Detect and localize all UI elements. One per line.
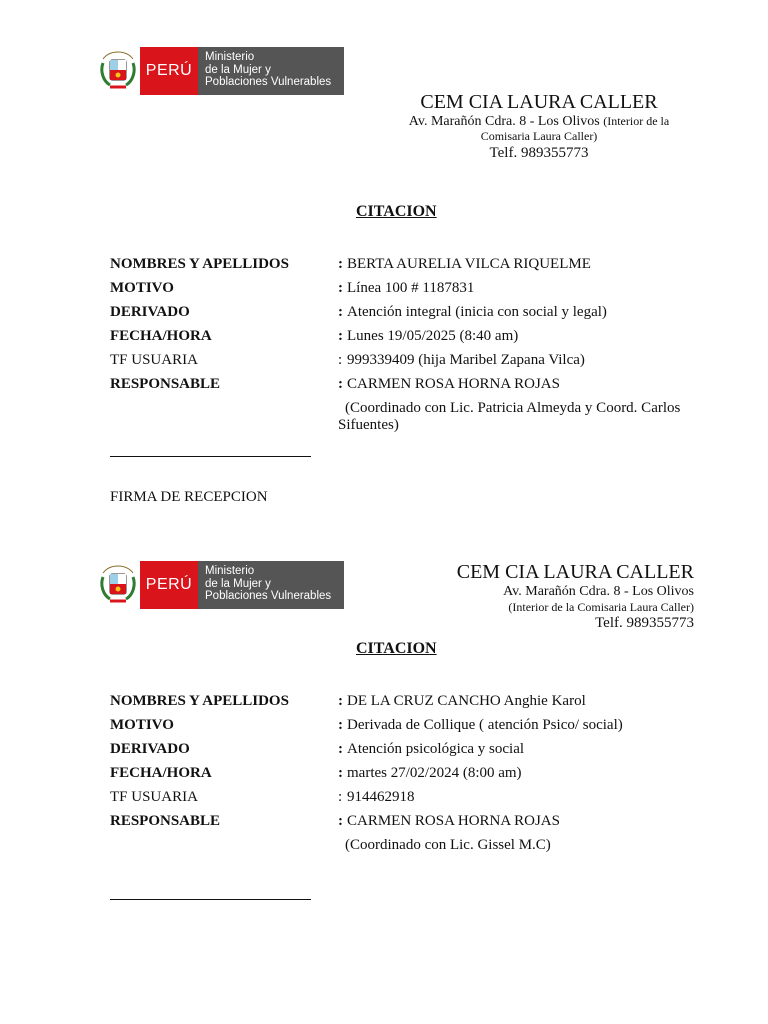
field-label: FECHA/HORA <box>110 328 212 344</box>
center-address-note: (Interior de la Comisaria Laura Caller) <box>508 600 694 614</box>
ministry-name: Ministerio de la Mujer y Poblaciones Vulnerables <box>198 47 344 95</box>
field-label: RESPONSABLE <box>110 813 221 829</box>
peru-label: PERÚ <box>140 47 198 95</box>
field-value: Atención integral (inicia con social y legal) <box>347 304 607 320</box>
citation-heading: CITACION <box>356 640 437 657</box>
field-row: FECHA/HORA : Lunes 19/05/2025 (8:40 am) <box>110 328 519 344</box>
field-row: DERIVADO : Atención psicológica y social <box>110 741 525 757</box>
ministry-logo <box>100 561 346 609</box>
center-address: Av. Marañón Cdra. 8 - Los Olivos <box>503 584 694 599</box>
center-phone: Telf. 989355773 <box>489 145 589 161</box>
field-value: CARMEN ROSA HORNA ROJAS <box>347 813 560 829</box>
field-row: NOMBRES Y APELLIDOS : BERTA AURELIA VILCA RIQUELME <box>110 256 591 272</box>
field-row: DERIVADO : Atención integral (inicia con social y legal) <box>110 304 607 320</box>
field-label: FECHA/HORA <box>110 765 212 781</box>
field-row: RESPONSABLE : CARMEN ROSA HORNA ROJAS <box>110 376 560 392</box>
field-label: MOTIVO <box>110 280 174 296</box>
field-label: RESPONSABLE <box>110 376 221 392</box>
national-seal-icon <box>100 51 136 91</box>
citation-heading: CITACION <box>356 203 437 220</box>
signature-label: FIRMA DE RECEPCION <box>110 489 268 505</box>
field-value: Atención psicológica y social <box>347 741 525 757</box>
ministry-name: Ministerio de la Mujer y Poblaciones Vulnerables <box>198 561 344 609</box>
coordination-note: (Coordinado con Lic. Gissel M.C) <box>345 837 551 853</box>
field-label: TF USUARIA <box>110 352 198 368</box>
field-label: NOMBRES Y APELLIDOS <box>110 693 289 709</box>
field-row: NOMBRES Y APELLIDOS : DE LA CRUZ CANCHO Anghie Karol <box>110 693 586 709</box>
center-address: Av. Marañón Cdra. 8 - Los Olivos (Interior de la Comisaria Laura Caller) <box>408 114 670 143</box>
ministry-logo <box>100 47 346 95</box>
field-value: martes 27/02/2024 (8:00 am) <box>347 765 522 781</box>
field-row: TF USUARIA : 914462918 <box>110 789 415 805</box>
field-value: CARMEN ROSA HORNA ROJAS <box>347 376 560 392</box>
field-label: NOMBRES Y APELLIDOS <box>110 256 289 272</box>
field-value: Lunes 19/05/2025 (8:40 am) <box>347 328 519 344</box>
center-phone: Telf. 989355773 <box>595 615 694 631</box>
signature-line <box>110 899 311 900</box>
field-row: RESPONSABLE : CARMEN ROSA HORNA ROJAS <box>110 813 560 829</box>
field-value: 999339409 (hija Maribel Zapana Vilca) <box>347 352 585 368</box>
field-label: MOTIVO <box>110 717 174 733</box>
field-label: DERIVADO <box>110 741 190 757</box>
field-row: MOTIVO : Derivada de Collique ( atención Psico/ social) <box>110 717 623 733</box>
center-title: CEM CIA LAURA CALLER <box>456 561 694 583</box>
field-row: TF USUARIA : 999339409 (hija Maribel Zapana Vilca) <box>110 352 585 368</box>
field-label: TF USUARIA <box>110 789 198 805</box>
peru-label: PERÚ <box>140 561 198 609</box>
coordination-note: (Coordinado con Lic. Patricia Almeyda y Coord. Carlos Sifuentes) <box>338 400 681 433</box>
center-title: CEM CIA LAURA CALLER <box>420 91 658 113</box>
field-row: FECHA/HORA : martes 27/02/2024 (8:00 am) <box>110 765 522 781</box>
field-label: DERIVADO <box>110 304 190 320</box>
field-row: MOTIVO : Línea 100 # 1187831 <box>110 280 475 296</box>
field-value: BERTA AURELIA VILCA RIQUELME <box>347 256 591 272</box>
field-value: Derivada de Collique ( atención Psico/ social) <box>347 717 623 733</box>
national-seal-icon <box>100 565 136 605</box>
field-value: DE LA CRUZ CANCHO Anghie Karol <box>347 693 586 709</box>
field-value: 914462918 <box>347 789 415 805</box>
signature-line <box>110 456 311 457</box>
field-value: Línea 100 # 1187831 <box>347 280 475 296</box>
